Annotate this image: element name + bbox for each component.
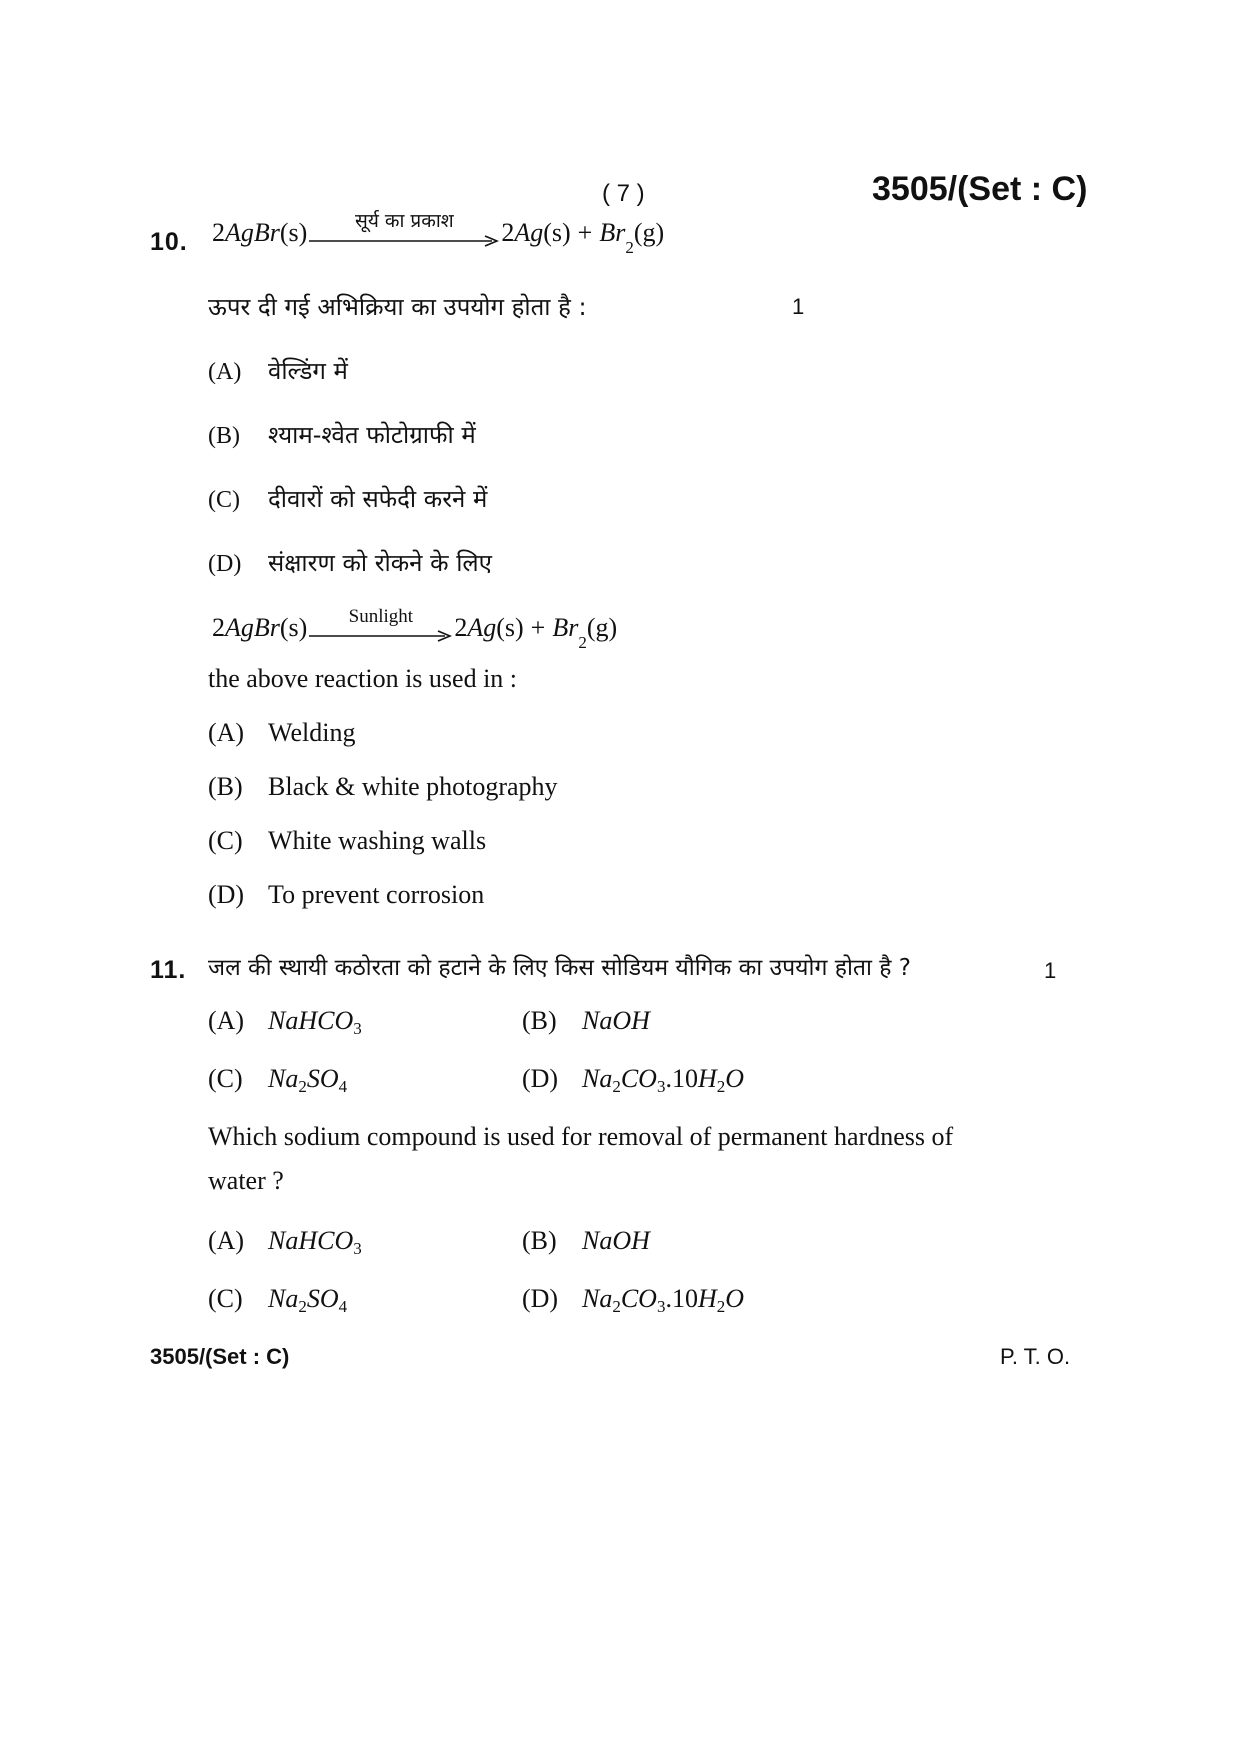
option-a: (A) NaHCO$_3$ xyxy=(208,1226,362,1258)
question-10-stem-english: the above reaction is used in : xyxy=(208,664,518,693)
arrow-icon xyxy=(309,234,499,248)
option-english-c: (C) White washing walls xyxy=(208,826,487,855)
reaction-arrow xyxy=(309,212,499,248)
question-11-stem-hindi: जल की स्थायी कठोरता को हटाने के लिए किस सोडियम यौगिक का उपयोग होता है ? xyxy=(208,955,912,981)
equation-hindi: 2 AgBr (s) सूर्य का प्रकाश 2 Ag (s) + Br 2 (g) xyxy=(212,210,665,257)
arrow-label-english: Sunlight xyxy=(348,606,414,627)
question-11-stem-english-line2: water ? xyxy=(208,1166,284,1195)
question-11-marks: 1 xyxy=(1044,958,1057,983)
option-a: (A) NaHCO$_3$ xyxy=(208,1006,362,1038)
option-english-d: (D) To prevent corrosion xyxy=(208,880,485,909)
equation-english: 2 AgBr (s) Sunlight 2 Ag (s) + Br 2 (g) xyxy=(212,606,618,652)
option-hindi-d: (D) संक्षारण को रोकने के लिए xyxy=(208,549,492,577)
option-d: (D) $Na_2CO_3.10H_2O$ xyxy=(522,1064,745,1096)
option-c: (C) $Na_2SO_4$ xyxy=(208,1064,348,1096)
question-11-stem-english-line1: Which sodium compound is used for removal of permanent hardness of xyxy=(208,1122,954,1151)
option-b: (B) NaOH xyxy=(522,1226,650,1255)
page-number: ( 7 ) xyxy=(602,180,645,207)
set-code-footer: 3505/(Set : C) xyxy=(150,1344,290,1369)
option-hindi-a: (A) वेल्डिंग में xyxy=(208,357,348,385)
question-number-11: 11. xyxy=(150,956,187,984)
option-hindi-c: (C) दीवारों को सफेदी करने में xyxy=(208,485,488,513)
option-d: (D) $Na_2CO_3.10H_2O$ xyxy=(522,1284,745,1316)
pto-label: P. T. O. xyxy=(1000,1344,1071,1369)
reaction-arrow xyxy=(309,607,452,643)
option-b: (B) NaOH xyxy=(522,1006,650,1035)
arrow-label-hindi: सूर्य का प्रकाश xyxy=(354,210,454,232)
question-10-marks: 1 xyxy=(792,294,805,319)
option-c: (C) $Na_2SO_4$ xyxy=(208,1284,348,1316)
question-10-stem-hindi: ऊपर दी गई अभिक्रिया का उपयोग होता है : xyxy=(208,293,587,321)
option-english-b: (B) Black & white photography xyxy=(208,772,558,801)
question-number-10: 10. xyxy=(150,228,188,256)
option-english-a: (A) Welding xyxy=(208,718,356,747)
set-code-header: 3505/(Set : C) xyxy=(872,170,1088,208)
option-hindi-b: (B) श्याम-श्वेत फोटोग्राफी में xyxy=(208,421,476,449)
arrow-icon xyxy=(309,629,452,643)
